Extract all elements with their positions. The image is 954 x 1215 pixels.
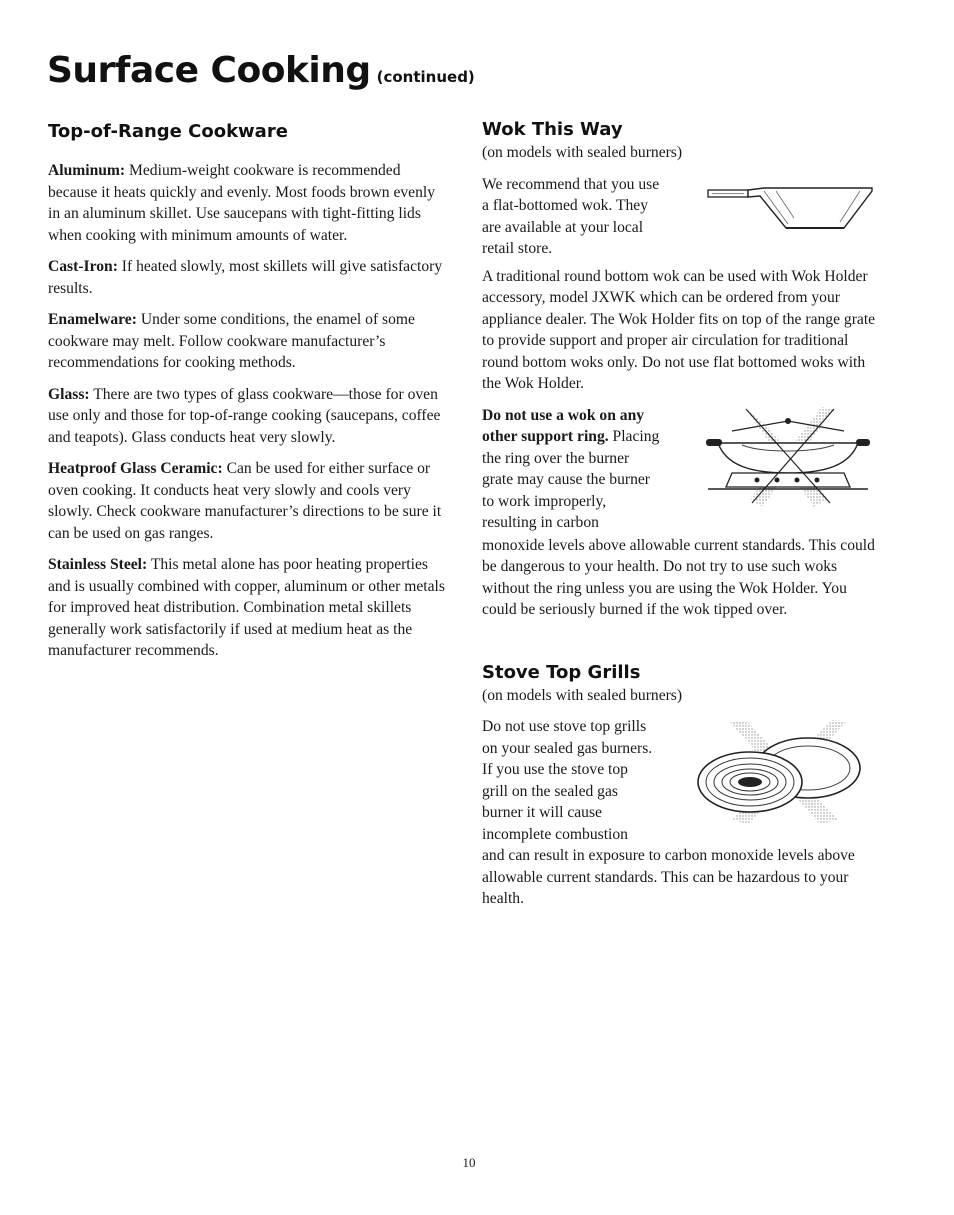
wok-intro-line: a flat-bottomed wok. They xyxy=(482,197,649,214)
cookware-text: There are two types of glass cookware—those for oven use only and those for top-of-range cooking (saucepans, coffee and teapots). Glass conducts heat very slowly. xyxy=(48,385,441,446)
cookware-item-glass xyxy=(48,384,448,449)
page-title-suffix: (continued) xyxy=(376,68,475,86)
grills-note: (on models with sealed burners) xyxy=(482,686,683,704)
wok-warning-bold: Do not use a wok on any xyxy=(482,406,645,424)
page-title-text: Surface Cooking xyxy=(47,50,371,91)
cookware-text: Can be used for either surface or oven cooking. It conducts heat very slowly and cools very slowly. Check cookware manufacturer’s directions to be sure it can be used on gas ranges. xyxy=(48,460,442,542)
grills-line: Do not use stove top grills xyxy=(482,718,647,735)
wok-intro-line: We recommend that you use xyxy=(482,175,660,193)
wok-warning-line: to work improperly, xyxy=(482,492,607,510)
wok-warning-line: grate may cause the burner xyxy=(482,471,650,488)
grills-line: If you use the stove top xyxy=(482,761,628,778)
cookware-term: Cast-Iron: xyxy=(48,258,118,275)
cookware-item-stainless-steel xyxy=(48,554,448,662)
cookware-text: Medium-weight cookware is recommended because it heats quickly and evenly. Most foods brown evenly in an aluminum skillet. Use saucepans with tight-fitting lids when cooking with minimum amounts of water. xyxy=(48,162,436,244)
wok-warning-bold: other support ring. xyxy=(482,428,609,445)
wok-warning-text: Placing xyxy=(608,428,660,445)
wok-paragraph: A traditional round bottom wok can be used with Wok Holder accessory, model JXWK which can be ordered from your appliance dealer. The Wok Holder fits on top of the range grate to provide support and proper air circulation for traditional round bottom woks only. Do not use flat bottomed woks with the Wok Holder. xyxy=(482,267,876,392)
wok-on-support-ring-crossed-out-illustration xyxy=(702,403,874,513)
flat-bottomed-wok-illustration xyxy=(704,178,876,234)
grills-intro xyxy=(482,716,882,845)
cookware-section xyxy=(48,120,448,662)
grills-heading: Stove Top Grills xyxy=(482,661,641,683)
cookware-text: If heated slowly, most skillets will give satisfactory results. xyxy=(48,258,443,297)
cookware-item-aluminum xyxy=(48,160,448,246)
wok-warning-line: resulting in carbon xyxy=(482,514,599,531)
cookware-text: Under some conditions, the enamel of some cookware may melt. Follow cookware manufacturer’s recommendations for cooking methods. xyxy=(48,311,415,371)
wok-intro-line: are available at your local xyxy=(482,218,644,236)
wok-note: (on models with sealed burners) xyxy=(482,144,683,161)
stove-top-grill-crossed-out-illustration xyxy=(688,716,864,828)
wok-warning-rest: monoxide levels above allowable current standards. This could be dangerous to your health. Do not try to use such woks without the ring unless you are using the Wok Holder. You could be seriously burned if the wok tipped over. xyxy=(482,536,875,618)
wok-warning-line: the ring over the burner xyxy=(482,449,630,467)
grills-rest: and can result in exposure to carbon monoxide levels above allowable current standards. This can be hazardous to your health. xyxy=(482,847,855,907)
wok-warning xyxy=(482,405,882,535)
wok-section xyxy=(482,118,882,910)
grills-line: grill on the sealed gas xyxy=(482,782,618,800)
grills-line: incomplete combustion xyxy=(482,825,628,843)
cookware-term: Glass: xyxy=(48,385,90,403)
wok-intro-line: retail store. xyxy=(482,240,553,257)
cookware-heading: Top-of-Range Cookware xyxy=(48,121,288,142)
page-title xyxy=(47,50,475,91)
cookware-term: Aluminum: xyxy=(48,162,126,179)
page-number: 10 xyxy=(462,1155,476,1170)
wok-intro xyxy=(482,174,882,261)
cookware-term: Heatproof Glass Ceramic: xyxy=(48,460,223,477)
cookware-item-cast-iron xyxy=(48,256,448,299)
cookware-item-glass-ceramic xyxy=(48,458,448,544)
grills-line: on your sealed gas burners. xyxy=(482,739,653,757)
cookware-item-enamelware xyxy=(48,309,448,374)
grills-line: burner it will cause xyxy=(482,804,602,821)
cookware-text: This metal alone has poor heating properties and is usually combined with copper, aluminum or other metals for improved heat distribution. Combination metal skillets generally work satisfactorily if used at medium heat as the manufacturer recommends. xyxy=(48,556,445,659)
cookware-term: Stainless Steel: xyxy=(48,556,148,573)
wok-heading: Wok This Way xyxy=(482,119,623,140)
grills-section xyxy=(482,661,882,910)
cookware-term: Enamelware: xyxy=(48,311,137,328)
